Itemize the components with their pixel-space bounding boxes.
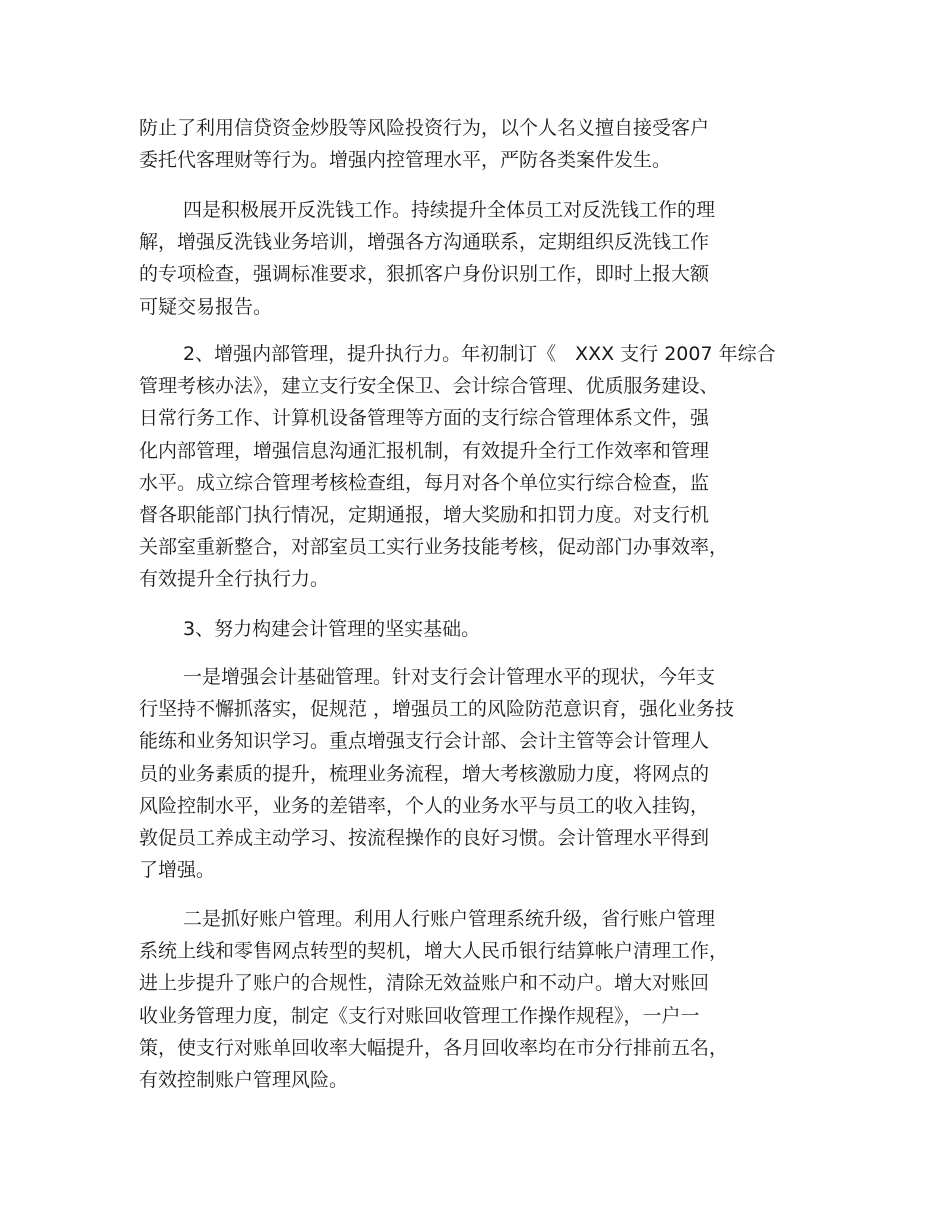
paragraph-accounting-basics — [139, 661, 829, 886]
text-line: 一是增强会计基础管理。针对支行会计管理水平的现状，今年支 — [183, 666, 716, 688]
text-line: 日常行务工作、计算机设备管理等方面的支行综合管理体系文件，强 — [139, 407, 710, 430]
text-line: 四是积极展开反洗钱工作。持续提升全体员工对反洗钱工作的理 — [183, 199, 716, 221]
text-line: 水平。成立综合管理考核检查组，每月对各个单位实行综合检查，监 — [139, 471, 710, 494]
text-line: 有效提升全行执行力。 — [139, 568, 330, 591]
text-line: 可疑交易报告。 — [139, 295, 273, 318]
text-line: 3、努力构建会计管理的坚实基础。 — [183, 618, 481, 640]
text-line: 2、增强内部管理，提升执行力。年初制订《 XXX 支行 2007 年综合 — [183, 343, 776, 365]
text-line: 能练和业务知识学习。重点增强支行会计部、会计主管等会计管理人 — [139, 730, 710, 753]
text-line: 的专项检查，强调标准要求，狠抓客户身份识别工作，即时上报大额 — [139, 263, 710, 286]
text-line: 委托代客理财等行为。增强内控管理水平，严防各类案件发生。 — [139, 149, 672, 172]
text-line: 二是抓好账户管理。利用人行账户管理系统升级，省行账户管理 — [183, 908, 716, 930]
text-line: 收业务管理力度，制定《支行对账回收管理工作操作规程》，一户一 — [139, 1004, 700, 1027]
text-line: 风险控制水平，业务的差错率，个人的业务水平与员工的收入挂钩， — [139, 794, 710, 817]
text-line: 了增强。 — [139, 859, 216, 882]
text-line: 敦促员工养成主动学习、按流程操作的良好习惯。会计管理水平得到 — [139, 826, 710, 849]
text-line: 行坚持不懈抓落实，促规范 ，增强员工的风险防范意识育，强化业务技 — [139, 698, 735, 721]
text-line: 员的业务素质的提升，梳理业务流程，增大考核激励力度，将网点的 — [139, 762, 710, 785]
text-line: 解，增强反洗钱业务培训，增强各方沟通联系，定期组织反洗钱工作 — [139, 231, 710, 254]
text-line: 策，使支行对账单回收率大幅提升，各月回收率均在市分行排前五名， — [139, 1036, 729, 1059]
paragraph-account-management — [139, 903, 829, 1096]
text-line: 化内部管理，增强信息沟通汇报机制，有效提升全行工作效率和管理 — [139, 439, 710, 462]
text-line: 有效控制账户管理风险。 — [139, 1068, 349, 1091]
text-line: 关部室重新整合，对部室员工实行业务技能考核，促动部门办事效率， — [139, 536, 729, 559]
paragraph-accounting-heading — [139, 613, 829, 645]
text-line: 管理考核办法》，建立支行安全保卫、会计综合管理、优质服务建设、 — [139, 375, 719, 398]
text-line: 系统上线和零售网点转型的契机，增大人民币银行结算帐户清理工作， — [139, 940, 729, 963]
text-line: 进上步提升了账户的合规性，清除无效益账户和不动户。增大对账回 — [139, 972, 710, 995]
paragraph-risk-control — [139, 112, 829, 176]
paragraph-anti-money-laundering — [139, 194, 829, 323]
paragraph-internal-management — [139, 338, 829, 596]
text-line: 防止了利用信贷资金炒股等风险投资行为，以个人名义擅自接受客户 — [139, 117, 710, 139]
text-line: 督各职能部门执行情况，定期通报，增大奖励和扣罚力度。对支行机 — [139, 503, 710, 526]
